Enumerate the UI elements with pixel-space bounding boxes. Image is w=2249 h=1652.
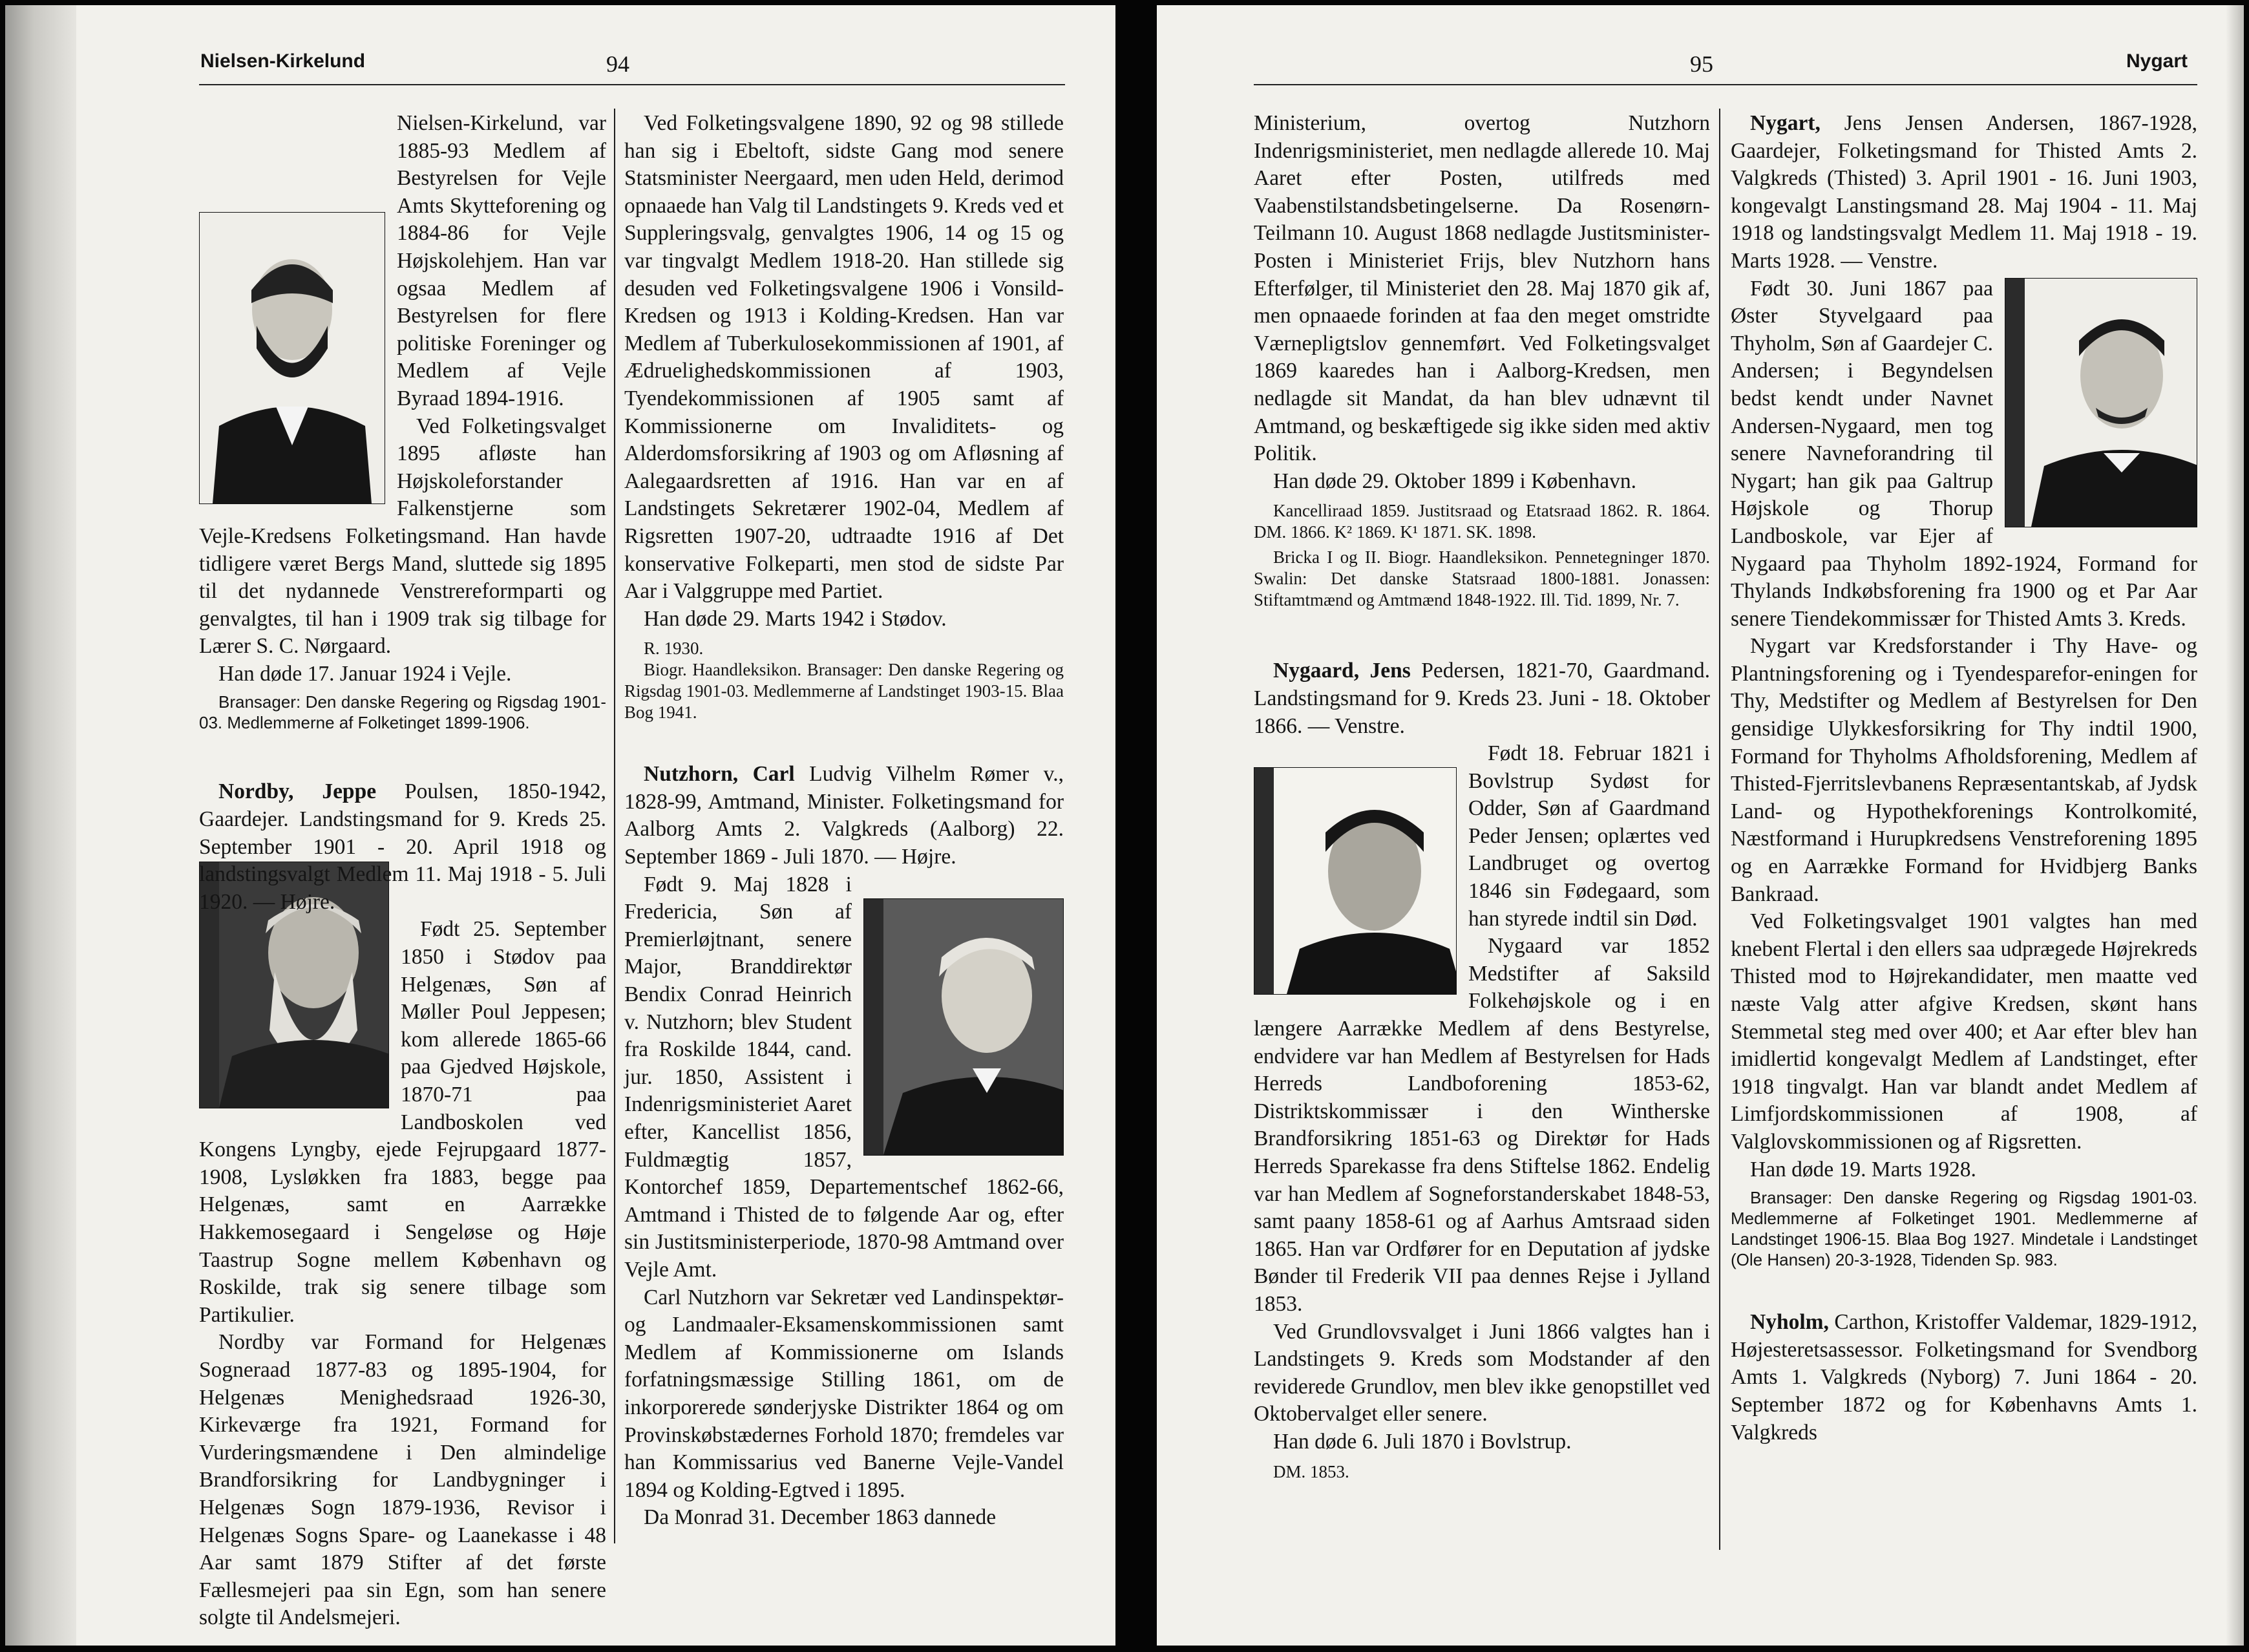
paragraph: Carl Nutzhorn var Sekretær ved Landinspektør- og Landmaaler-Eksamenskommissionen samt Medlem af Kommissionerne om Islands forfatningsmæssige Stilling 1861, om de inkorporerede sønderjyske Distrikter 1864 og om Provinskøbstædernes Forhold 1870; fremdeles var han Kommissarius ved Banerne Vejle-Vandel 1894 og Kolding-Egtved i 1895.	[624, 1285, 1064, 1502]
paragraph: Ved Grundlovsvalget i Juni 1866 valgtes han i Landstingets 9. Kreds som Modstander af den reviderede Grundlov, men blev ikke genopstillet ved Oktobervalget eller senere.	[1254, 1319, 1710, 1426]
sources-note: Bransager: Den danske Regering og Rigsdag 1901-03. Medlemmerne af Folketinget 1899-1906.	[199, 692, 606, 733]
portrait-photo	[2005, 278, 2197, 527]
honors-note: DM. 1853.	[1273, 1461, 1349, 1481]
running-head-left: Nielsen-Kirkelund	[200, 50, 366, 72]
paragraph	[624, 871, 1064, 1284]
sources-note: Bransager: Den danske Regering og Rigsdag 1901-03. Medlemmerne af Folketinget 1901. Medlemmerne af Landstinget 1906-15. Blaa Bog 1927. Mindetale i Landstinget (Ole Hansen) 20-3-1928, Tidenden Sp. 983.	[1731, 1188, 2197, 1270]
left-column-2	[624, 110, 1064, 1532]
entry-text: Nielsen-Kirkelund, var 1885-93 Medlem af Bestyrelsen for Vejle Amts Skytteforening og 1884-86 for Vejle Højskolehjem. Han var ogsaa Medlem af Bestyrelsen for flere politiske Foreninger og Medlem af Vejle Byraad 1894-1916.	[397, 111, 606, 410]
paragraph: Nygart var Kredsforstander i Thy Have- og Plantningsforening og i Tyendesparefor-eningen for Thy, Medstifter og Medlem af Bestyrelsen for Den gensidige Ulykkesforsikring for Thy indtil 1900, Formand for Thyholms Afholdsforening, Medlem af Thisted-Fjerritslevbanens Repræsentantskab, af Jydsk Land- og Hypothekforenings Kontrolkomité, Næstformand i Hurupkredsens Venstreforening 1895 og en Aarrække Formand for Hvidbjerg Banks Bankraad.	[1731, 634, 2197, 906]
paragraph: Han døde 17. Januar 1924 i Vejle.	[218, 661, 512, 686]
portrait-photo	[1254, 767, 1457, 995]
page-number-left: 94	[606, 51, 629, 77]
running-head-right: Nygart	[2126, 50, 2188, 72]
paragraph: Han døde 29. Oktober 1899 i København.	[1273, 469, 1636, 493]
entry-heading	[1731, 110, 2197, 275]
entry-text: Født 18. Februar 1821 i Bovlstrup Sydøst for Odder, Søn af Gaardmand Peder Jensen; oplærtes ved Landbruget og overtog 1846 sin Fødegaard, som han styrede indtil sin Død.	[1468, 741, 1710, 931]
entry-summary: Ludvig Vilhelm Rømer v., 1828-99, Amtmand, Minister. Folketingsmand for Aalborg Amts 2. Valgkreds (Aalborg) 22. September 1869 - Juli 1870. — Højre.	[624, 762, 1064, 869]
entry-heading	[199, 778, 606, 916]
portrait-photo	[863, 898, 1064, 1156]
entry-summary: Pedersen, 1821-70, Gaardmand. Landstingsmand for 9. Kreds 23. Juni - 18. Oktober 1866. — Venstre.	[1254, 659, 1710, 738]
portrait-illustration	[200, 213, 385, 503]
entry-heading	[1731, 1309, 2197, 1446]
entry-heading	[1254, 657, 1710, 740]
entry-text: Født 30. Juni 1867 paa Øster Styvelgaard paa Thyholm, Søn af Gaardejer C. Andersen; i Begyndelsen bedst kendt under Navnet Andersen-Nygaard, men tog senere Navneforandring til Nygart; han gik paa Galtrup Højskole og Thorup Landboskole, var Ejer af Nygaard paa Thyholm 1892-1924, Formand for Thylands Indkøbsforening fra 1900 og et Par Aar senere Tiendekommissær for Thisted Amts 3. Kreds.	[1731, 276, 2197, 631]
header-rule-left	[199, 84, 1065, 85]
paragraph: Ved Folketingsvalget 1901 valgtes han med knebent Flertal i den ellers saa udprægede Højrekreds Thisted mod to Højrekandidater, men maatte ved næste Valg atter afgive Kredsen, skønt hans Stemmetal steg med over 400; et Aar efter blev han imidlertid kongevalgt Medlem af Landstinget, efter 1918 tingvalgt. Han var blandt andet Medlem af Limfjordskommissionen af 1908, af Valglovskommissionen og af Rigsretten.	[1731, 909, 2197, 1154]
paragraph: Ved Folketingsvalgene 1890, 92 og 98 stillede han sig i Ebeltoft, sidste Gang mod senere Statsminister Neergaard, men uden Held, derimod opnaaede han Valg til Landstingets 9. Kreds ved et Suppleringsvalg, genvalgtes 1906, 14 og 15 og var tingvalgt Medlem 1918-20. Han stillede sig desuden ved Folketingsvalgene 1906 i Vonsild-Kredsen og 1913 i Kolding-Kredsen. Han var Medlem af Tuberkulosekommissionen af 1901, af Ædruelighedskommissionen af 1903, Tyendekommissionen af 1905 samt af Kommissionerne om Invaliditets- og Alderdomsforsikring af 1903 og om Afløsning af Aalegaardsretten af 1916. Han var en af Landstingets Sekretærer 1902-04, Medlem af Rigsretten 1907-20, udtraadte 1916 af Det konservative Folkeparti, men stod de sidste Par Aar i Valggruppe med Partiet.	[624, 111, 1064, 604]
left-column-1	[199, 110, 606, 1632]
paragraph: Ved Folketingsvalget 1895 afløste han Højskoleforstander Falkenstjerne som Vejle-Kredsens Folketingsmand. Han havde tidligere været Bergs Mand, sluttede sig 1895 til det nydannede Venstrereformparti og genvalgtes, til han i 1909 trak sig tilbage for Lærer S. C. Nørgaard.	[199, 414, 606, 659]
right-page	[1157, 5, 2244, 1646]
paragraph: Han døde 29. Marts 1942 i Stødov.	[644, 606, 947, 631]
left-page-edge	[5, 5, 76, 1646]
paragraph: Nygaard var 1852 Medstifter af Saksild Folkehøjskole og i en længere Aarrække Medlem af dens Bestyrelse, endvidere var han Medlem af Bestyrelsen for Hads Herreds Landboforening 1853-62, Distriktskommissær i den Wintherske Brandforsikring 1851-63 og Direktør for Hads Herreds Sparekasse fra dens Stiftelse 1862. Endelig var han Medlem af Sogneforstanderskabet 1848-53, samt paany 1858-61 og af Aarhus Amtsraad siden 1865. Han var Ordfører for en Deputation af jydske Bønder til Frederik VII paa dennes Rejse i Jylland 1853.	[1254, 934, 1710, 1316]
entry-name: Nordby, Jeppe	[218, 779, 377, 804]
entry-name: Nygaard, Jens	[1273, 659, 1411, 683]
portrait-illustration	[1274, 768, 1457, 994]
portrait-illustration	[2025, 279, 2197, 527]
paragraph	[1254, 740, 1710, 933]
column-separator-left	[614, 109, 615, 1543]
paragraph: Han døde 19. Marts 1928.	[1750, 1157, 1976, 1181]
honors-note: R. 1930.	[644, 639, 704, 659]
portrait-photo	[199, 212, 385, 504]
paragraph	[199, 916, 606, 1329]
entry-name: Nutzhorn, Carl	[644, 762, 795, 787]
page-number-right: 95	[1690, 51, 1713, 77]
column-separator-right	[1719, 109, 1720, 1550]
portrait-illustration	[883, 899, 1064, 1155]
honors-note: Kancelliraad 1859. Justitsraad og Etatsraad 1862. R. 1864. DM. 1866. K² 1869. K¹ 1871. SK. 1898.	[1254, 501, 1710, 542]
header-rule-right	[1254, 84, 2197, 85]
right-page-edge	[2226, 5, 2244, 1646]
entry-summary: Poulsen, 1850-1942, Gaardejer. Landstingsmand for 9. Kreds 25. September 1901 - 20. April 1918 og landstingsvalgt Medlem 11. Maj 1918 - 5. Juli 1920. — Højre.	[199, 779, 607, 914]
right-column-2	[1731, 110, 2197, 1446]
entry-summary: Carthon, Kristoffer Valdemar, 1829-1912, Højesteretsassessor. Folketingsmand for Svendborg Amts 1. Valgkreds (Nyborg) 7. Juni 1864 - 20. September 1872 og for Københavns Amts 1. Valgkreds	[1731, 1310, 2197, 1445]
paragraph: Da Monrad 31. December 1863 dannede	[644, 1505, 997, 1530]
entry-name: Nyholm,	[1750, 1310, 1829, 1335]
paragraph	[199, 110, 606, 413]
sources-note: Biogr. Haandleksikon. Bransager: Den danske Regering og Rigsdag 1901-03. Medlemmerne af Landstinget 1903-15. Blaa Bog 1941.	[624, 660, 1064, 723]
paragraph	[1731, 275, 2197, 633]
paragraph: Nordby var Formand for Helgenæs Sogneraad 1877-83 og 1895-1904, for Helgenæs Menighedsraad 1926-30, Kirkeværge fra 1921, Formand for Vurderingsmændene i Den almindelige Brandforsikring for Landbygninger i Helgenæs Sogn 1879-1936, Revisor i Helgenæs Sogns Spare- og Laanekasse i 48 Aar samt 1879 Stifter af det første Fællesmejeri paa sin Egn, som han senere solgte til Andelsmejeri.	[199, 1330, 606, 1630]
entry-name: Nygart,	[1750, 111, 1821, 135]
entry-summary: Jens Jensen Andersen, 1867-1928, Gaardejer, Folketingsmand for Thisted Amts 2. Valgkreds (Thisted) 3. April 1901 - 16. Juni 1903, kongevalgt Lanstingsmand 28. Maj 1904 - 11. Maj 1918 og landstingsvalgt Medlem 11. Maj 1918 - 19. Marts 1928. — Venstre.	[1731, 111, 2197, 273]
entry-text: Født 25. September 1850 i Stødov paa Helgenæs, Søn af Møller Poul Jeppesen; kom allerede 1865-66 paa Gjedved Højskole, 1870-71 paa Landboskolen ved Kongens Lyngby, ejede Fejrupgaard 1877-1908, Lysløkken fra 1883, begge paa Helgenæs, samt en Aarrække Hakkemosegaard i Sengeløse og Høje Taastrup Sogne mellem København og Roskilde, trak sig senere tilbage som Partikulier.	[199, 917, 606, 1327]
paragraph: Han døde 6. Juli 1870 i Bovlstrup.	[1273, 1429, 1572, 1454]
entry-heading	[624, 761, 1064, 871]
paragraph: Ministerium, overtog Nutzhorn Indenrigsministeriet, men nedlagde allerede 10. Maj Aaret efter Posten, utilfreds med Vaabenstilstandsbetingelserne. Da Rosenørn-Teilmann 10. August 1868 nedlagde Justitsminister-Posten i Ministeriet Frijs, blev Nutzhorn hans Efterfølger, til Ministeriet den 28. Maj 1870 gik af, men opnaaede forinden at faa den meget omstridte Værnepligtslov gennemført. Ved Folketingsvalget 1869 kaaredes han i Aalborg-Kredsen, men nedlagde sit Mandat, da han blev udnævnt til Amtmand, og beskæftigede sig ikke siden med aktiv Politik.	[1254, 111, 1710, 466]
sources-note: Bricka I og II. Biogr. Haandleksikon. Pennetegninger 1870. Swalin: Det danske Statsraad 1800-1881. Jonassen: Stiftamtmænd og Amtmænd 1848-1922. Ill. Tid. 1899, Nr. 7.	[1254, 547, 1710, 610]
left-page	[5, 5, 1115, 1646]
right-column-1	[1254, 110, 1710, 1483]
entry-text: Født 9. Maj 1828 i Fredericia, Søn af Premierløjtnant, senere Major, Branddirektør Bendix Conrad Heinrich v. Nutzhorn; blev Student fra Roskilde 1844, cand. jur. 1850, Assistent i Indenrigsministeriet Aaret efter, Kancellist 1856, Fuldmægtig 1857, Kontorchef 1859, Departementschef 1862-66, Amtmand i Thisted de to følgende Aar og, efter sin Justitsministerperiode, 1870-98 Amtmand over Vejle Amt.	[624, 872, 1064, 1282]
